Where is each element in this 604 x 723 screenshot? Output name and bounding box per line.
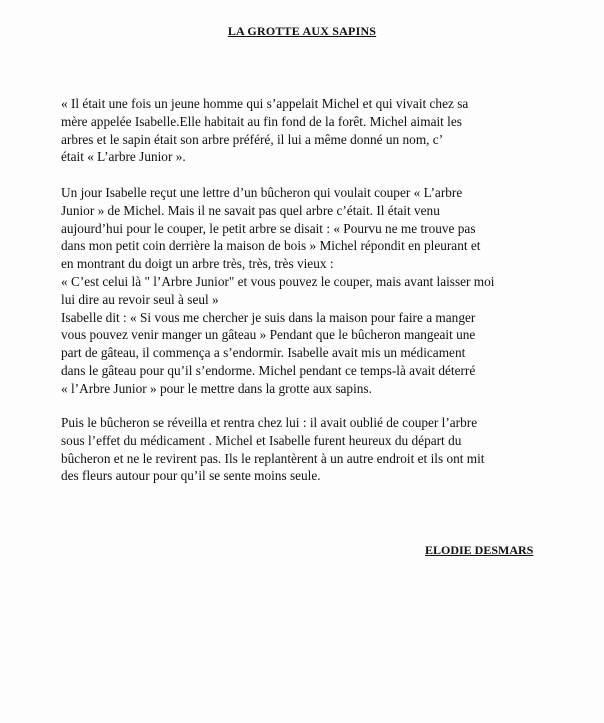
text-line: Junior » de Michel. Mais il ne savait pas quel arbre c’était. Il était venu	[61, 202, 440, 218]
text-line: sous l’effet du médicament . Michel et Isabelle furent heureux du départ du	[61, 432, 462, 448]
text-line: bûcheron et ne le revirent pas. Ils le replantèrent à un autre endroit et ils ont mit	[61, 450, 485, 466]
text-line: « l’Arbre Junior » pour le mettre dans la grotte aux sapins.	[61, 380, 372, 396]
story-paragraph-3	[61, 414, 541, 485]
text-line: des fleurs autour pour qu’il se sente moins seule.	[61, 468, 321, 484]
text-line: part de gâteau, il commença a s’endormir. Isabelle avait mis un médicament	[61, 345, 466, 361]
text-line: Isabelle dit : « Si vous me chercher je suis dans la maison pour faire a manger	[61, 309, 476, 325]
text-line: « C’est celui là " l’Arbre Junior" et vous pouvez le couper, mais avant laisser moi	[61, 273, 495, 289]
text-line: était « L’arbre Junior ».	[61, 149, 186, 165]
text-line: aujourd’hui pour le couper, le petit arbre se disait : « Pourvu ne me trouve pas	[61, 220, 476, 236]
text-line: dans le gâteau pour qu’il s’endorme. Michel pendant ce temps-là avait déterré	[61, 362, 476, 378]
document-title: LA GROTTE AUX SAPINS	[227, 24, 377, 38]
text-line: Un jour Isabelle reçut une lettre d’un bûcheron qui voulait couper « L’arbre	[61, 185, 463, 200]
text-line: mère appelée Isabelle.Elle habitait au fin fond de la forêt. Michel aimait les	[61, 113, 462, 129]
story-paragraph-1	[61, 95, 541, 166]
text-line: « Il était une fois un jeune homme qui s’appelait Michel et qui vivait chez sa	[61, 96, 469, 111]
story-paragraph-2	[61, 184, 541, 398]
text-line: arbres et le sapin était son arbre préféré, il lui a même donné un nom, c’	[61, 131, 444, 147]
author-signature: ELODIE DESMARS	[425, 543, 534, 557]
text-line: Puis le bûcheron se réveilla et rentra chez lui : il avait oublié de couper l’arbre	[61, 415, 478, 430]
text-line: dans mon petit coin derrière la maison de bois » Michel répondit en pleurant et	[61, 238, 481, 254]
text-line: en montrant du doigt un arbre très, très, très vieux :	[61, 256, 334, 272]
text-line: vous pouvez venir manger un gâteau » Pendant que le bûcheron mangeait une	[61, 327, 476, 343]
text-line: lui dire au revoir seul à seul »	[61, 291, 219, 307]
